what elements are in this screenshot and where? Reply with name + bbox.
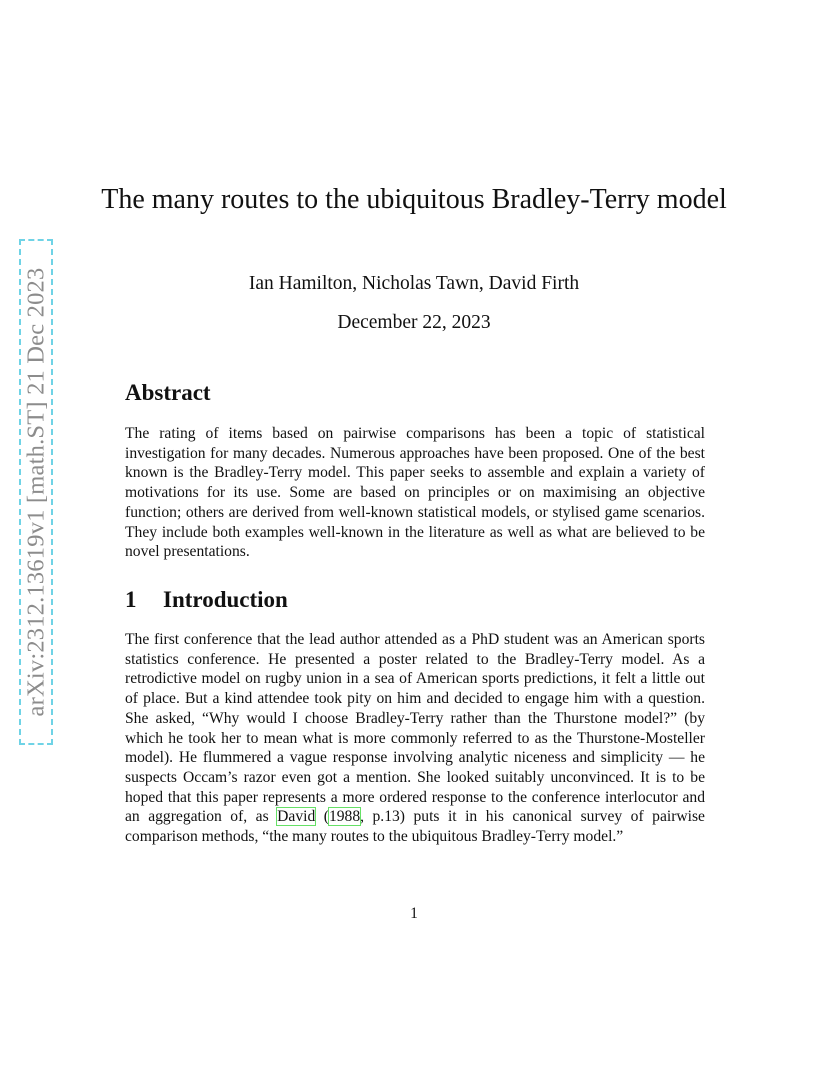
citation-year-link[interactable]: 1988 [328, 808, 361, 826]
section-title: Introduction [163, 587, 288, 612]
citation-open-paren: ( [323, 808, 329, 826]
abstract-heading: Abstract [125, 380, 211, 405]
arxiv-identifier-stamp[interactable] [19, 239, 53, 745]
arxiv-identifier-text: arXiv:2312.13619v1 [math.ST] 21 Dec 2023 [22, 267, 49, 717]
introduction-text-end: , p.13) puts it in his canonical survey of pairwise comparison methods, “the many routes to the ubiquitous Bradley-Terry model.” [125, 808, 705, 846]
citation-author-link[interactable]: David [277, 808, 316, 826]
paper-title: The many routes to the ubiquitous Bradley-Terry model [101, 184, 727, 215]
paper-date: December 22, 2023 [337, 312, 491, 333]
introduction-heading [125, 587, 288, 613]
page-number: 1 [410, 905, 418, 922]
introduction-text-start: The first conference that the lead author attended as a PhD student was an American sports statistics conference. He presented a poster related to the Bradley-Terry model. As a retrodictive model on rugby union in a sea of American sports predictions, it felt a little out of place. But a kind attendee took pity on him and decided to engage him with a question. She asked, “Why would I choose Bradley-Terry rather than the Thurstone model?” (by which he took her to mean what is more commonly referred to as the Thurstone-Mosteller model). He flummered a vague response involving analytic niceness and simplicity — he suspects Occam’s razor even got a mention. She looked suitably unconvinced. It is to be hoped that this paper represents a more ordered response to the conference interlocutor and an aggregation of, as [125, 631, 705, 826]
paper-authors: Ian Hamilton, Nicholas Tawn, David Firth [248, 273, 580, 294]
section-number: 1 [125, 587, 137, 612]
abstract-body: The rating of items based on pairwise comparisons has been a topic of statistical investigation for many decades. Numerous approaches have been proposed. One of the best known is the Bradley-Terry model. This paper seeks to assemble and explain a variety of motivations for its use. Some are based on principles or on maximising an objective function; others are derived from well-known statistical models, or stylised game scenarios. They include both examples well-known in the literature as well as what are believed to be novel presentations. [125, 425, 705, 561]
introduction-body [125, 630, 705, 847]
